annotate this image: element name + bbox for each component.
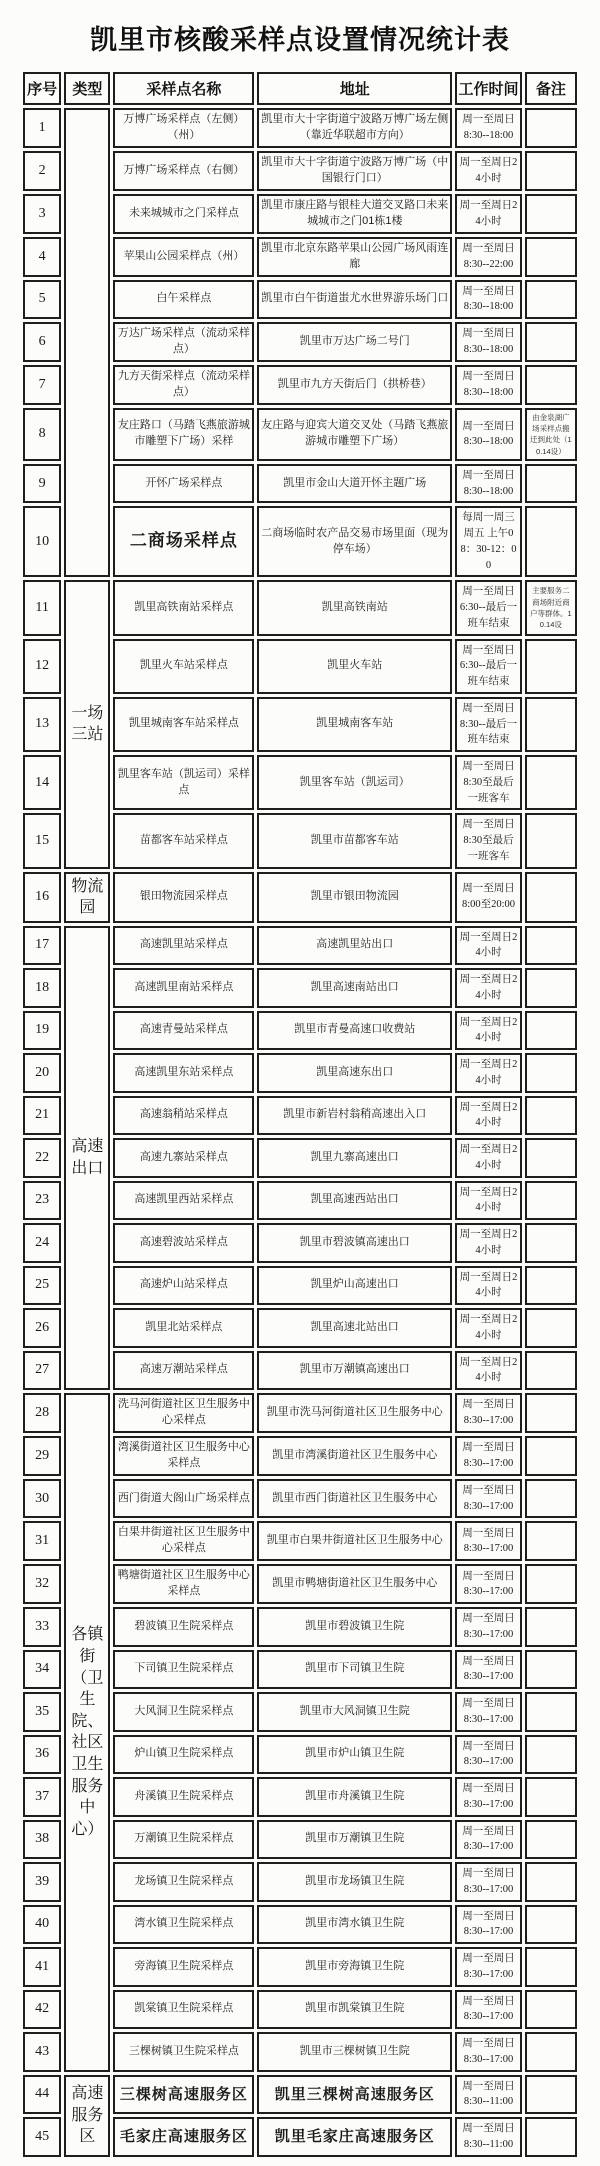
- remark-cell: [525, 1650, 577, 1690]
- address-cell: 凯里城南客车站: [257, 697, 452, 752]
- table-row: [23, 580, 577, 635]
- work-time-cell: 周一至周日24小时: [455, 1053, 521, 1093]
- table-row: [23, 926, 577, 966]
- serial-cell: 16: [23, 872, 61, 923]
- work-time-cell: 周一至周日24小时: [455, 151, 521, 191]
- site-name-cell: 万博广场采样点（右侧）: [113, 151, 254, 191]
- address-cell: 友庄路与迎宾大道交叉处（马踏飞燕旅游城市雕塑下广场）: [257, 408, 452, 461]
- remark-cell: [525, 1735, 577, 1775]
- work-time-cell: 周一至周日24小时: [455, 1181, 521, 1221]
- table-row: [23, 108, 577, 148]
- site-name-cell: 三棵树镇卫生院采样点: [113, 2032, 254, 2072]
- work-time-cell: 周一至周日 8:30--11:00: [455, 2075, 521, 2115]
- work-time-cell: 周一至周日 8:30--17:00: [455, 1735, 521, 1775]
- address-cell: 凯里高速西站出口: [257, 1181, 452, 1221]
- address-cell: 二商场临时农产品交易市场里面（现为停车场）: [257, 506, 452, 577]
- table-row: [23, 2075, 577, 2115]
- site-name-cell: 凯棠镇卫生院采样点: [113, 1990, 254, 2030]
- address-cell: 凯里市大风洞镇卫生院: [257, 1692, 452, 1732]
- remark-cell: [525, 1223, 577, 1263]
- serial-cell: 11: [23, 580, 61, 635]
- remark-cell: [525, 1138, 577, 1178]
- remark-cell: [525, 1436, 577, 1476]
- work-time-cell: 周一至周日 8:30--17:00: [455, 1862, 521, 1902]
- serial-cell: 24: [23, 1223, 61, 1263]
- work-time-cell: 周一至周日24小时: [455, 1266, 521, 1306]
- remark-cell: [525, 108, 577, 148]
- serial-cell: 9: [23, 464, 61, 504]
- remark-cell: [525, 1777, 577, 1817]
- serial-cell: 35: [23, 1692, 61, 1732]
- serial-cell: 25: [23, 1266, 61, 1306]
- site-name-cell: 洗马河街道社区卫生服务中心采样点: [113, 1393, 254, 1433]
- site-name-cell: 高速九寨站采样点: [113, 1138, 254, 1178]
- work-time-cell: 周一至周日24小时: [455, 1308, 521, 1348]
- site-name-cell: 白午采样点: [113, 280, 254, 320]
- address-cell: 凯里市九方天街后门（拱桥巷）: [257, 365, 452, 405]
- address-cell: 凯里毛家庄高速服务区: [257, 2117, 452, 2157]
- site-name-cell: 碧波镇卫生院采样点: [113, 1607, 254, 1647]
- serial-cell: 23: [23, 1181, 61, 1221]
- remark-cell: [525, 2075, 577, 2115]
- work-time-cell: 每周一周三周五 上午08：30-12：00: [455, 506, 521, 577]
- column-header-site-name: 采样点名称: [113, 72, 254, 105]
- address-cell: 凯里市湾溪街道社区卫生服务中心: [257, 1436, 452, 1476]
- remark-cell: [525, 194, 577, 234]
- site-name-cell: 湾溪街道社区卫生服务中心采样点: [113, 1436, 254, 1476]
- serial-cell: 13: [23, 697, 61, 752]
- site-name-cell: 凯里北站采样点: [113, 1308, 254, 1348]
- site-name-cell: 白果井街道社区卫生服务中心采样点: [113, 1521, 254, 1561]
- work-time-cell: 周一至周日 8:30--17:00: [455, 1436, 521, 1476]
- work-time-cell: 周一至周日 8:30--18:00: [455, 464, 521, 504]
- work-time-cell: 周一至周日24小时: [455, 1096, 521, 1136]
- site-name-cell: 万博广场采样点（左侧）（州）: [113, 108, 254, 148]
- remark-cell: [525, 1181, 577, 1221]
- serial-cell: 45: [23, 2117, 61, 2157]
- remark-cell: [525, 1096, 577, 1136]
- serial-cell: 19: [23, 1011, 61, 1051]
- remark-cell: 主要服务二商场附近商户等群体。10.14设: [525, 580, 577, 635]
- sampling-points-table: [20, 69, 580, 2160]
- remark-cell: [525, 1820, 577, 1860]
- remark-cell: [525, 872, 577, 923]
- address-cell: 凯里九寨高速出口: [257, 1138, 452, 1178]
- work-time-cell: 周一至周日24小时: [455, 1351, 521, 1391]
- remark-cell: [525, 755, 577, 810]
- address-cell: 凯里市北京东路苹果山公园广场风雨连廊: [257, 237, 452, 277]
- address-cell: 凯里市碧波镇高速出口: [257, 1223, 452, 1263]
- site-name-cell: 下司镇卫生院采样点: [113, 1650, 254, 1690]
- site-name-cell: 炉山镇卫生院采样点: [113, 1735, 254, 1775]
- serial-cell: 22: [23, 1138, 61, 1178]
- work-time-cell: 周一至周日 8:30--17:00: [455, 2032, 521, 2072]
- remark-cell: [525, 464, 577, 504]
- serial-cell: 40: [23, 1905, 61, 1945]
- address-cell: 凯里市金山大道开怀主题广场: [257, 464, 452, 504]
- site-name-cell: 高速凯里站采样点: [113, 926, 254, 966]
- site-name-cell: 九方天街采样点（流动采样点）: [113, 365, 254, 405]
- address-cell: 凯里市下司镇卫生院: [257, 1650, 452, 1690]
- work-time-cell: 周一至周日 8:30--18:00: [455, 322, 521, 362]
- serial-cell: 3: [23, 194, 61, 234]
- serial-cell: 32: [23, 1564, 61, 1604]
- work-time-cell: 周一至周日 8:30--22:00: [455, 237, 521, 277]
- remark-cell: [525, 280, 577, 320]
- site-name-cell: 凯里火车站采样点: [113, 639, 254, 694]
- work-time-cell: 周一至周日 8:30--17:00: [455, 1947, 521, 1987]
- address-cell: 凯里市旁海镇卫生院: [257, 1947, 452, 1987]
- work-time-cell: 周一至周日24小时: [455, 1138, 521, 1178]
- address-cell: 凯里市银田物流园: [257, 872, 452, 923]
- serial-cell: 18: [23, 968, 61, 1008]
- column-header-address: 地址: [257, 72, 452, 105]
- site-name-cell: 高速凯里西站采样点: [113, 1181, 254, 1221]
- remark-cell: [525, 322, 577, 362]
- remark-cell: [525, 1607, 577, 1647]
- remark-cell: [525, 1308, 577, 1348]
- column-header-remark: 备注: [525, 72, 577, 105]
- remark-cell: [525, 2117, 577, 2157]
- remark-cell: [525, 1862, 577, 1902]
- site-name-cell: 银田物流园采样点: [113, 872, 254, 923]
- remark-cell: [525, 2032, 577, 2072]
- serial-cell: 30: [23, 1479, 61, 1519]
- serial-cell: 12: [23, 639, 61, 694]
- work-time-cell: 周一至周日 6:30--最后一班车结束: [455, 639, 521, 694]
- address-cell: 凯里高速北站出口: [257, 1308, 452, 1348]
- serial-cell: 4: [23, 237, 61, 277]
- work-time-cell: 周一至周日 8:30--17:00: [455, 1777, 521, 1817]
- address-cell: 凯里市万达广场二号门: [257, 322, 452, 362]
- work-time-cell: 周一至周日24小时: [455, 926, 521, 966]
- site-name-cell: 旁海镇卫生院采样点: [113, 1947, 254, 1987]
- address-cell: 凯里火车站: [257, 639, 452, 694]
- remark-cell: [525, 1479, 577, 1519]
- type-cell: 一场三站: [64, 580, 110, 868]
- remark-cell: [525, 1521, 577, 1561]
- site-name-cell: 未来城城市之门采样点: [113, 194, 254, 234]
- column-header-work-time: 工作时间: [455, 72, 521, 105]
- site-name-cell: 凯里城南客车站采样点: [113, 697, 254, 752]
- remark-cell: [525, 237, 577, 277]
- site-name-cell: 高速青曼站采样点: [113, 1011, 254, 1051]
- serial-cell: 15: [23, 813, 61, 868]
- remark-cell: [525, 1692, 577, 1732]
- site-name-cell: 万潮镇卫生院采样点: [113, 1820, 254, 1860]
- remark-cell: [525, 639, 577, 694]
- serial-cell: 31: [23, 1521, 61, 1561]
- work-time-cell: 周一至周日24小时: [455, 1223, 521, 1263]
- address-cell: 凯里市西门街道社区卫生服务中心: [257, 1479, 452, 1519]
- remark-cell: [525, 506, 577, 577]
- work-time-cell: 周一至周日 8:30--17:00: [455, 1521, 521, 1561]
- serial-cell: 21: [23, 1096, 61, 1136]
- serial-cell: 43: [23, 2032, 61, 2072]
- serial-cell: 39: [23, 1862, 61, 1902]
- serial-cell: 27: [23, 1351, 61, 1391]
- site-name-cell: 万达广场采样点（流动采样点）: [113, 322, 254, 362]
- work-time-cell: 周一至周日 8:30--17:00: [455, 1650, 521, 1690]
- type-cell: [64, 108, 110, 577]
- remark-cell: [525, 968, 577, 1008]
- serial-cell: 37: [23, 1777, 61, 1817]
- address-cell: 凯里市三棵树镇卫生院: [257, 2032, 452, 2072]
- site-name-cell: 高速炉山站采样点: [113, 1266, 254, 1306]
- work-time-cell: 周一至周日8:00至20:00: [455, 872, 521, 923]
- serial-cell: 1: [23, 108, 61, 148]
- remark-cell: [525, 1053, 577, 1093]
- address-cell: 凯里市康庄路与银桂大道交叉路口未来城城市之门01栋1楼: [257, 194, 452, 234]
- work-time-cell: 周一至周日8:30至最后一班客车: [455, 755, 521, 810]
- table-body: [23, 108, 577, 2157]
- work-time-cell: 周一至周日24小时: [455, 1011, 521, 1051]
- address-cell: 凯里三棵树高速服务区: [257, 2075, 452, 2115]
- site-name-cell: 凯里客车站（凯运司）采样点: [113, 755, 254, 810]
- site-name-cell: 湾水镇卫生院采样点: [113, 1905, 254, 1945]
- work-time-cell: 周一至周日 8:30--17:00: [455, 1607, 521, 1647]
- work-time-cell: 周一至周日 6:30--最后一班车结束: [455, 580, 521, 635]
- site-name-cell: 高速凯里东站采样点: [113, 1053, 254, 1093]
- address-cell: 凯里市苗都客车站: [257, 813, 452, 868]
- work-time-cell: 周一至周日 8:30--18:00: [455, 108, 521, 148]
- site-name-cell: 友庄路口（马踏飞燕旅游城市雕塑下广场）采样: [113, 408, 254, 461]
- serial-cell: 41: [23, 1947, 61, 1987]
- address-cell: 凯里高速南站出口: [257, 968, 452, 1008]
- serial-cell: 34: [23, 1650, 61, 1690]
- serial-cell: 28: [23, 1393, 61, 1433]
- address-cell: 凯里市炉山镇卫生院: [257, 1735, 452, 1775]
- site-name-cell: 鸭塘街道社区卫生服务中心采样点: [113, 1564, 254, 1604]
- site-name-cell: 开怀广场采样点: [113, 464, 254, 504]
- serial-cell: 14: [23, 755, 61, 810]
- work-time-cell: 周一至周日 8:30--17:00: [455, 1990, 521, 2030]
- address-cell: 凯里市舟溪镇卫生院: [257, 1777, 452, 1817]
- site-name-cell: 苹果山公园采样点（州）: [113, 237, 254, 277]
- column-header-type: 类型: [64, 72, 110, 105]
- site-name-cell: 高速凯里南站采样点: [113, 968, 254, 1008]
- remark-cell: [525, 1393, 577, 1433]
- address-cell: 高速凯里站出口: [257, 926, 452, 966]
- work-time-cell: 周一至周日24小时: [455, 194, 521, 234]
- address-cell: 凯里市大十字街道宁波路万博广场左侧（靠近华联超市方向）: [257, 108, 452, 148]
- site-name-cell: 高速碧波站采样点: [113, 1223, 254, 1263]
- table-row: [23, 1393, 577, 1433]
- address-cell: 凯里市白午街道蚩尤水世界游乐场门口: [257, 280, 452, 320]
- serial-cell: 36: [23, 1735, 61, 1775]
- address-cell: 凯里客车站（凯运司）: [257, 755, 452, 810]
- site-name-cell: 龙场镇卫生院采样点: [113, 1862, 254, 1902]
- work-time-cell: 周一至周日 8:30--18:00: [455, 365, 521, 405]
- remark-cell: [525, 365, 577, 405]
- remark-cell: [525, 1564, 577, 1604]
- serial-cell: 6: [23, 322, 61, 362]
- serial-cell: 20: [23, 1053, 61, 1093]
- work-time-cell: 周一至周日 8:30--18:00: [455, 408, 521, 461]
- address-cell: 凯里市新岩村翁稍高速出入口: [257, 1096, 452, 1136]
- site-name-cell: 高速万潮站采样点: [113, 1351, 254, 1391]
- address-cell: 凯里市白果井街道社区卫生服务中心: [257, 1521, 452, 1561]
- remark-cell: [525, 1990, 577, 2030]
- type-cell: 高速出口: [64, 926, 110, 1391]
- address-cell: 凯里市洗马河街道社区卫生服务中心: [257, 1393, 452, 1433]
- address-cell: 凯里炉山高速出口: [257, 1266, 452, 1306]
- remark-cell: [525, 1351, 577, 1391]
- remark-cell: 由金泉湖广场采样点搬迁到此处（10.14设）: [525, 408, 577, 461]
- serial-cell: 10: [23, 506, 61, 577]
- address-cell: 凯里高速东出口: [257, 1053, 452, 1093]
- address-cell: 凯里市凯棠镇卫生院: [257, 1990, 452, 2030]
- serial-cell: 7: [23, 365, 61, 405]
- serial-cell: 29: [23, 1436, 61, 1476]
- address-cell: 凯里市万潮镇高速出口: [257, 1351, 452, 1391]
- serial-cell: 2: [23, 151, 61, 191]
- serial-cell: 26: [23, 1308, 61, 1348]
- address-cell: 凯里市大十字街道宁波路万博广场（中国银行门口）: [257, 151, 452, 191]
- remark-cell: [525, 151, 577, 191]
- remark-cell: [525, 1947, 577, 1987]
- remark-cell: [525, 1266, 577, 1306]
- site-name-cell: 西门街道大阁山广场采样点: [113, 1479, 254, 1519]
- remark-cell: [525, 813, 577, 868]
- serial-cell: 5: [23, 280, 61, 320]
- address-cell: 凯里市龙场镇卫生院: [257, 1862, 452, 1902]
- work-time-cell: 周一至周日 8:30--17:00: [455, 1393, 521, 1433]
- site-name-cell: 二商场采样点: [113, 506, 254, 577]
- type-cell: 各镇街（卫生院、社区卫生服务中心）: [64, 1393, 110, 2072]
- site-name-cell: 大风洞卫生院采样点: [113, 1692, 254, 1732]
- address-cell: 凯里市湾水镇卫生院: [257, 1905, 452, 1945]
- serial-cell: 38: [23, 1820, 61, 1860]
- work-time-cell: 周一至周日 8:30--17:00: [455, 1479, 521, 1519]
- site-name-cell: 毛家庄高速服务区: [113, 2117, 254, 2157]
- serial-cell: 33: [23, 1607, 61, 1647]
- column-header-serial: 序号: [23, 72, 61, 105]
- address-cell: 凯里市万潮镇卫生院: [257, 1820, 452, 1860]
- address-cell: 凯里市青曼高速口收费站: [257, 1011, 452, 1051]
- site-name-cell: 舟溪镇卫生院采样点: [113, 1777, 254, 1817]
- address-cell: 凯里高铁南站: [257, 580, 452, 635]
- remark-cell: [525, 1905, 577, 1945]
- serial-cell: 42: [23, 1990, 61, 2030]
- remark-cell: [525, 1011, 577, 1051]
- work-time-cell: 周一至周日 8:30--17:00: [455, 1564, 521, 1604]
- work-time-cell: 周一至周日24小时: [455, 968, 521, 1008]
- remark-cell: [525, 697, 577, 752]
- work-time-cell: 周一至周日 8:30--17:00: [455, 1820, 521, 1860]
- work-time-cell: 周一至周日 8:30--11:00: [455, 2117, 521, 2157]
- remark-cell: [525, 926, 577, 966]
- work-time-cell: 周一至周日8:30至最后一班客车: [455, 813, 521, 868]
- address-cell: 凯里市碧波镇卫生院: [257, 1607, 452, 1647]
- work-time-cell: 周一至周日8:30--最后一班车结束: [455, 697, 521, 752]
- page-title: 凯里市核酸采样点设置情况统计表: [90, 25, 510, 55]
- site-name-cell: 三棵树高速服务区: [113, 2075, 254, 2115]
- serial-cell: 8: [23, 408, 61, 461]
- table-row: [23, 872, 577, 923]
- serial-cell: 44: [23, 2075, 61, 2115]
- work-time-cell: 周一至周日 8:30--17:00: [455, 1905, 521, 1945]
- site-name-cell: 凯里高铁南站采样点: [113, 580, 254, 635]
- serial-cell: 17: [23, 926, 61, 966]
- header-row: [23, 72, 577, 105]
- site-name-cell: 高速翁稍站采样点: [113, 1096, 254, 1136]
- address-cell: 凯里市鸭塘街道社区卫生服务中心: [257, 1564, 452, 1604]
- site-name-cell: 苗都客车站采样点: [113, 813, 254, 868]
- work-time-cell: 周一至周日 8:30--17:00: [455, 1692, 521, 1732]
- type-cell: 物流园: [64, 872, 110, 923]
- type-cell: 高速服务区: [64, 2075, 110, 2157]
- work-time-cell: 周一至周日 8:30--18:00: [455, 280, 521, 320]
